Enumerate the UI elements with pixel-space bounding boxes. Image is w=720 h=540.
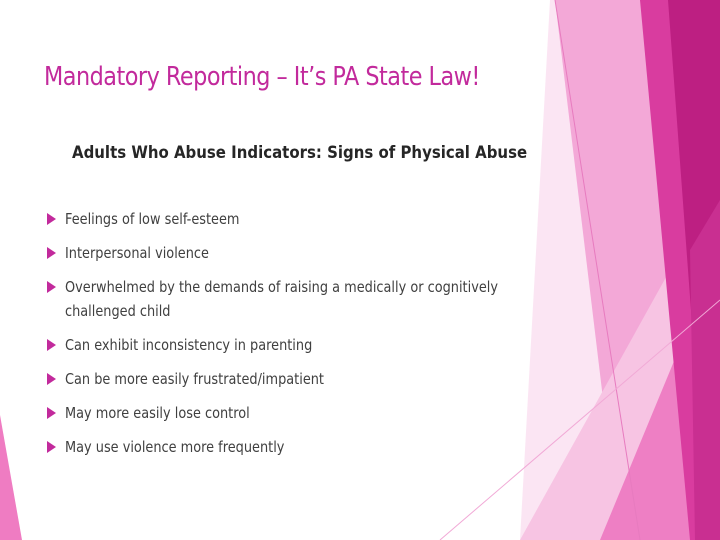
bullet-item xyxy=(44,207,564,231)
bullet-item xyxy=(44,275,564,323)
bullet-text: Interpersonal violence xyxy=(65,244,209,262)
bullet-list xyxy=(44,207,564,469)
triangle-bullet-icon xyxy=(47,373,56,385)
bullet-text: May use violence more frequently xyxy=(65,438,285,456)
slide-subtitle: Adults Who Abuse Indicators: Signs of Physical Abuse xyxy=(72,143,528,163)
triangle-bullet-icon xyxy=(47,441,56,453)
triangle-bullet-icon xyxy=(47,213,56,225)
slide-title: Mandatory Reporting – It’s PA State Law! xyxy=(44,62,480,92)
triangle-bullet-icon xyxy=(47,339,56,351)
triangle-bullet-icon xyxy=(47,247,56,259)
bullet-item xyxy=(44,367,564,391)
bullet-item xyxy=(44,333,564,357)
bullet-text: Can exhibit inconsistency in parenting xyxy=(65,336,313,354)
bullet-item xyxy=(44,241,564,265)
bullet-text: Can be more easily frustrated/impatient xyxy=(65,370,324,388)
bullet-text: Overwhelmed by the demands of raising a medically or cognitively challenged child xyxy=(65,278,498,320)
bullet-item xyxy=(44,435,564,459)
bullet-item xyxy=(44,401,564,425)
decor-left-pink-sliver xyxy=(0,415,22,540)
triangle-bullet-icon xyxy=(47,281,56,293)
decor-mid-magenta-band xyxy=(690,200,720,540)
bullet-text: May more easily lose control xyxy=(65,404,250,422)
triangle-bullet-icon xyxy=(47,407,56,419)
bullet-text: Feelings of low self-esteem xyxy=(65,210,240,228)
